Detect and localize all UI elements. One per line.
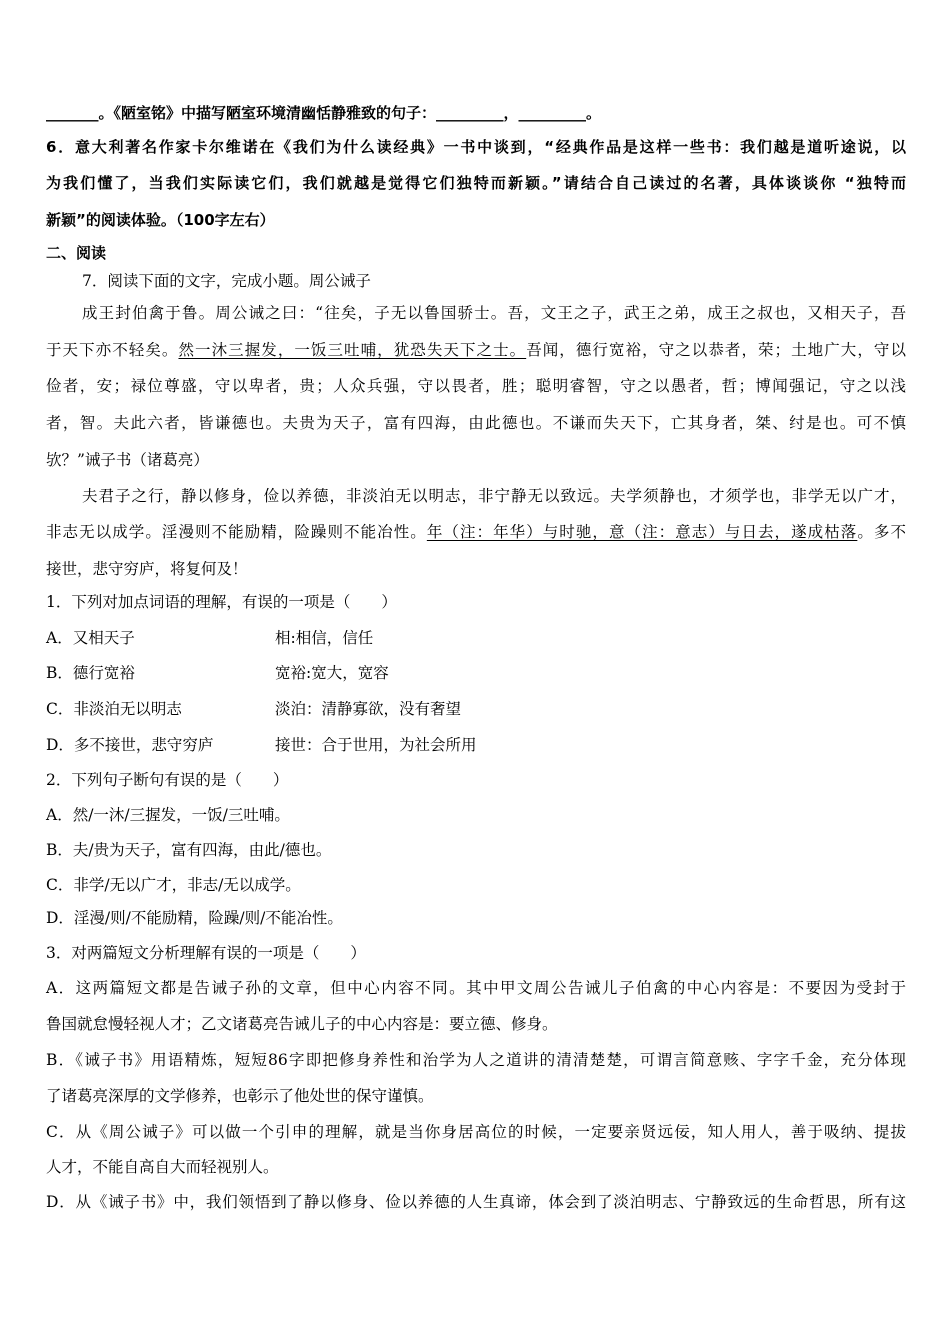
passage-line: 夫君子之行，静以修身，俭以养德，非淡泊无以明志，非宁静无以致远。夫学须静也，才须学也，非学无以广才， xyxy=(82,487,906,505)
option-b: B．夫/贵为天子，富有四海，由此/德也。 xyxy=(46,841,332,859)
text: 于天下亦不轻矣。 xyxy=(46,341,179,359)
option-a: A．然/一沐/三握发，一饭/三吐哺。 xyxy=(46,806,290,824)
option-c-gloss: 淡泊：清静寡欲，没有奢望 xyxy=(275,700,462,718)
option-d: D．从《诫子书》中，我们领悟到了静以修身、俭以养德的人生真谛，体会到了淡泊明志、宁静致远的生命哲思，所有这 xyxy=(46,1193,906,1211)
option-b: B．《诫子书》用语精炼，短短86字即把修身养性和治学为人之道讲的清清楚楚，可谓言简意赅、字字千金，充分体现 xyxy=(46,1051,906,1069)
passage-line xyxy=(46,521,906,543)
option-d: D．多不接世，悲守穷庐 xyxy=(46,736,214,754)
underlined-sentence: 然一沐三握发，一饭三吐哺，犹恐失天下之士。 xyxy=(178,341,527,359)
q6-line: 6．意大利著名作家卡尔维诺在《我们为什么读经典》一书中谈到，“经典作品是这样一些书：我们越是道听途说，以 xyxy=(46,138,906,156)
text: 非志无以成学。淫漫则不能励精，险躁则不能冶性。 xyxy=(46,523,427,541)
option-b: B．德行宽裕 xyxy=(46,664,135,682)
option-a: A．这两篇短文都是告诫子孙的文章，但中心内容不同。其中甲文周公告诫儿子伯禽的中心内容是：不要因为受封于 xyxy=(46,979,906,997)
passage-line: 俭者，安；禄位尊盛，守以卑者，贵；人众兵强，守以畏者，胜；聪明睿智，守之以愚者，哲；博闻强记，守之以浅 xyxy=(46,377,906,395)
passage-line: 欤？”诫子书（诸葛亮） xyxy=(46,451,209,469)
option-a-cont: 鲁国就怠慢轻视人才；乙文诸葛亮告诫儿子的中心内容是：要立德、修身。 xyxy=(46,1015,558,1033)
text: 。多不 xyxy=(857,523,906,541)
option-d-gloss: 接世：合于世用，为社会所用 xyxy=(275,736,477,754)
q6-line: 为我们懂了，当我们实际读它们，我们就越是觉得它们独特而新颖。”请结合自己读过的名著，具体谈谈你 “独特而 xyxy=(46,174,906,192)
question-stem: 2．下列句子断句有误的是（ ） xyxy=(46,771,289,789)
question-stem: 3．对两篇短文分析理解有误的一项是（ ） xyxy=(46,944,366,962)
option-c-cont: 人才，不能自高自大而轻视别人。 xyxy=(46,1158,279,1176)
option-d: D．淫漫/则/不能励精，险躁/则/不能冶性。 xyxy=(46,909,343,927)
option-c: C．非淡泊无以明志 xyxy=(46,700,182,718)
option-b-gloss: 宽裕:宽大，宽容 xyxy=(275,664,389,682)
option-c: C．非学/无以广才，非志/无以成学。 xyxy=(46,876,301,894)
passage-line xyxy=(46,339,906,361)
passage-line: 成王封伯禽于鲁。周公诫之曰：“往矣，子无以鲁国骄士。吾，文王之子，武王之弟，成王之叔也，又相天子，吾 xyxy=(82,304,906,322)
passage-line: 者，智。夫此六者，皆谦德也。夫贵为天子，富有四海，由此德也。不谦而失天下，亡其身者，桀、纣是也。可不慎 xyxy=(46,414,906,432)
underlined-sentence: 年（注：年华）与时驰，意（注：意志）与日去，遂成枯落 xyxy=(426,523,858,541)
option-b-cont: 了诸葛亮深厚的文学修养，也彰示了他处世的保守谨慎。 xyxy=(46,1087,434,1105)
text: 吾闻，德行宽裕，守之以恭者，荣；土地广大，守以 xyxy=(526,341,906,359)
option-c: C．从《周公诫子》可以做一个引申的理解，就是当你身居高位的时候，一定要亲贤远佞，知人用人，善于吸纳、提拔 xyxy=(46,1123,906,1141)
passage-line: 接世，悲守穷庐，将复何及！ xyxy=(46,560,248,578)
option-a-gloss: 相:相信，信任 xyxy=(275,629,374,647)
section-title: 二、阅读 xyxy=(46,244,107,262)
option-a: A．又相天子 xyxy=(46,629,135,647)
q6-line: 新颖”的阅读体验。（100字左右） xyxy=(46,211,275,229)
question-stem: 1．下列对加点词语的理解，有误的一项是（ ） xyxy=(46,593,397,611)
q5-tail: _______。《陋室铭》中描写陋室环境清幽恬静雅致的句子：_________，_________。 xyxy=(46,104,602,122)
q7-intro: 7．阅读下面的文字，完成小题。周公诫子 xyxy=(82,272,371,290)
